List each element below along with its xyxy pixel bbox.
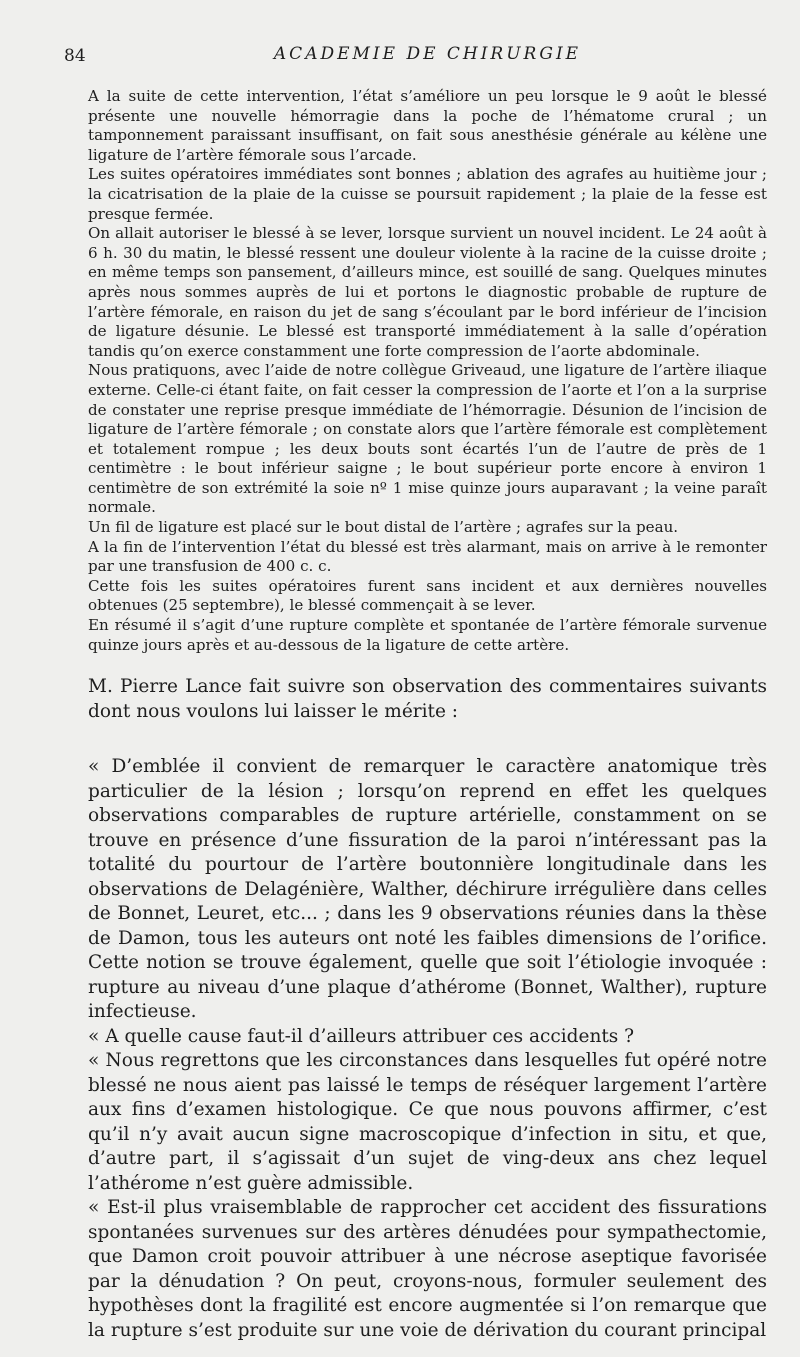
- quoted-paragraph: « D’emblée il convient de remarquer le caractère anatomique très particulier de la lésion ; lorsqu’on reprend en effet les quelques observations comparables de rupture artérielle, constamment on se trouve en présence d’une fissuration de la paroi n’intéressant pas la totalité du pourtour de l’artère boutonnière longitudinale dans les observations de Delagénière, Walther, déchirure irrégulière dans celles de Bonnet, Leuret, etc... ; dans les 9 observations réunies dans la thèse de Damon, tous les auteurs ont noté les faibles dimensions de l’orifice. Cette notion se trouve également, quelle que soit l’étiologie invoquée : rupture au niveau d’une plaque d’athérome (Bonnet, Walther), rupture infectieuse.: [88, 756, 767, 1023]
- quoted-paragraph: « Nous regrettons que les circonstances dans lesquelles fut opéré notre blessé ne nous aient pas laissé le temps de réséquer largement l’artère aux fins d’examen histologique. Ce que nous pouvons affirmer, c’est qu’il n’y avait aucun signe macroscopique d’infection in situ, et que, d’autre part, il s’agissait d’un sujet de ving-deux ans chez lequel l’athérome n’est guère admissible.: [88, 1050, 767, 1194]
- commentary-intro: M. Pierre Lance fait suivre son observation des commentaires suivants dont nous voulons lui laisser le mérite :: [88, 676, 767, 722]
- page-number: 84: [64, 46, 86, 66]
- paragraph: Les suites opératoires immédiates sont bonnes ; ablation des agrafes au huitième jour ; la cicatrisation de la plaie de la cuisse se poursuit rapidement ; la plaie de la fesse est presque fermée.: [88, 165, 767, 223]
- commentary-section: [88, 675, 767, 1343]
- case-report-section: [88, 87, 767, 655]
- paragraph: En résumé il s’agit d’une rupture complète et spontanée de l’artère fémorale survenue quinze jours après et au-dessous de la ligature de cette artère.: [88, 616, 767, 654]
- paragraph: A la suite de cette intervention, l’état s’améliore un peu lorsque le 9 août le blessé présente une nouvelle hémorragie dans la poche de l’hématome crural ; un tamponnement paraissant insuffisant, on fait sous anesthésie générale au kélène une ligature de l’artère fémorale sous l’arcade.: [88, 87, 767, 164]
- paragraph: Nous pratiquons, avec l’aide de notre collègue Griveaud, une ligature de l’artère iliaque externe. Celle-ci étant faite, on fait cesser la compression de l’aorte et l’on a la surprise de constater une reprise presque immédiate de l’hémorragie. Désunion de l’incision de ligature de l’artère fémorale ; on constate alors que l’artère fémorale est complètement et totalement rompue ; les deux bouts sont écartés l’un de l’autre de près de 1 centimètre : le bout inférieur saigne ; le bout supérieur porte encore à environ 1 centimètre de son extrémité la soie nº 1 mise quinze jours auparavant ; la veine paraît normale.: [88, 361, 767, 517]
- quoted-paragraph: « Est-il plus vraisemblable de rapprocher cet accident des fissurations spontanées survenues sur des artères dénudées pour sympathectomie, que Damon croit pouvoir attribuer à une nécrose aseptique favorisée par la dénudation ? On peut, croyons-nous, formuler seulement des hypothèses dont la fragilité est encore augmentée si l’on remarque que la rupture s’est produite sur une voie de dérivation du courant principal: [88, 1197, 767, 1341]
- quoted-paragraph: « A quelle cause faut-il d’ailleurs attribuer ces accidents ?: [88, 1025, 635, 1047]
- paragraph: Un fil de ligature est placé sur le bout distal de l’artère ; agrafes sur la peau.: [88, 518, 679, 537]
- running-title: ACADEMIE DE CHIRURGIE: [273, 44, 582, 64]
- page-header: [64, 40, 767, 80]
- paragraph: A la fin de l’intervention l’état du blessé est très alarmant, mais on arrive à le remonter par une transfusion de 400 c. c.: [88, 537, 767, 576]
- paragraph: Cette fois les suites opératoires furent sans incident et aux dernières nouvelles obtenues (25 septembre), le blessé commençait à se lever.: [88, 576, 767, 615]
- paragraph: On allait autoriser le blessé à se lever, lorsque survient un nouvel incident. Le 24 août à 6 h. 30 du matin, le blessé ressent une douleur violente à la racine de la cuisse droite ; en même temps son pansement, d’ailleurs mince, est souillé de sang. Quelques minutes après nous sommes auprès de lui et portons le diagnostic probable de rupture de l’artère fémorale, en raison du jet de sang s’écoulant par le bord inférieur de l’incision de ligature désunie. Le blessé est transporté immédiatement à la salle d’opération tandis qu’on exerce constamment une forte compression de l’aorte abdominale.: [88, 224, 767, 360]
